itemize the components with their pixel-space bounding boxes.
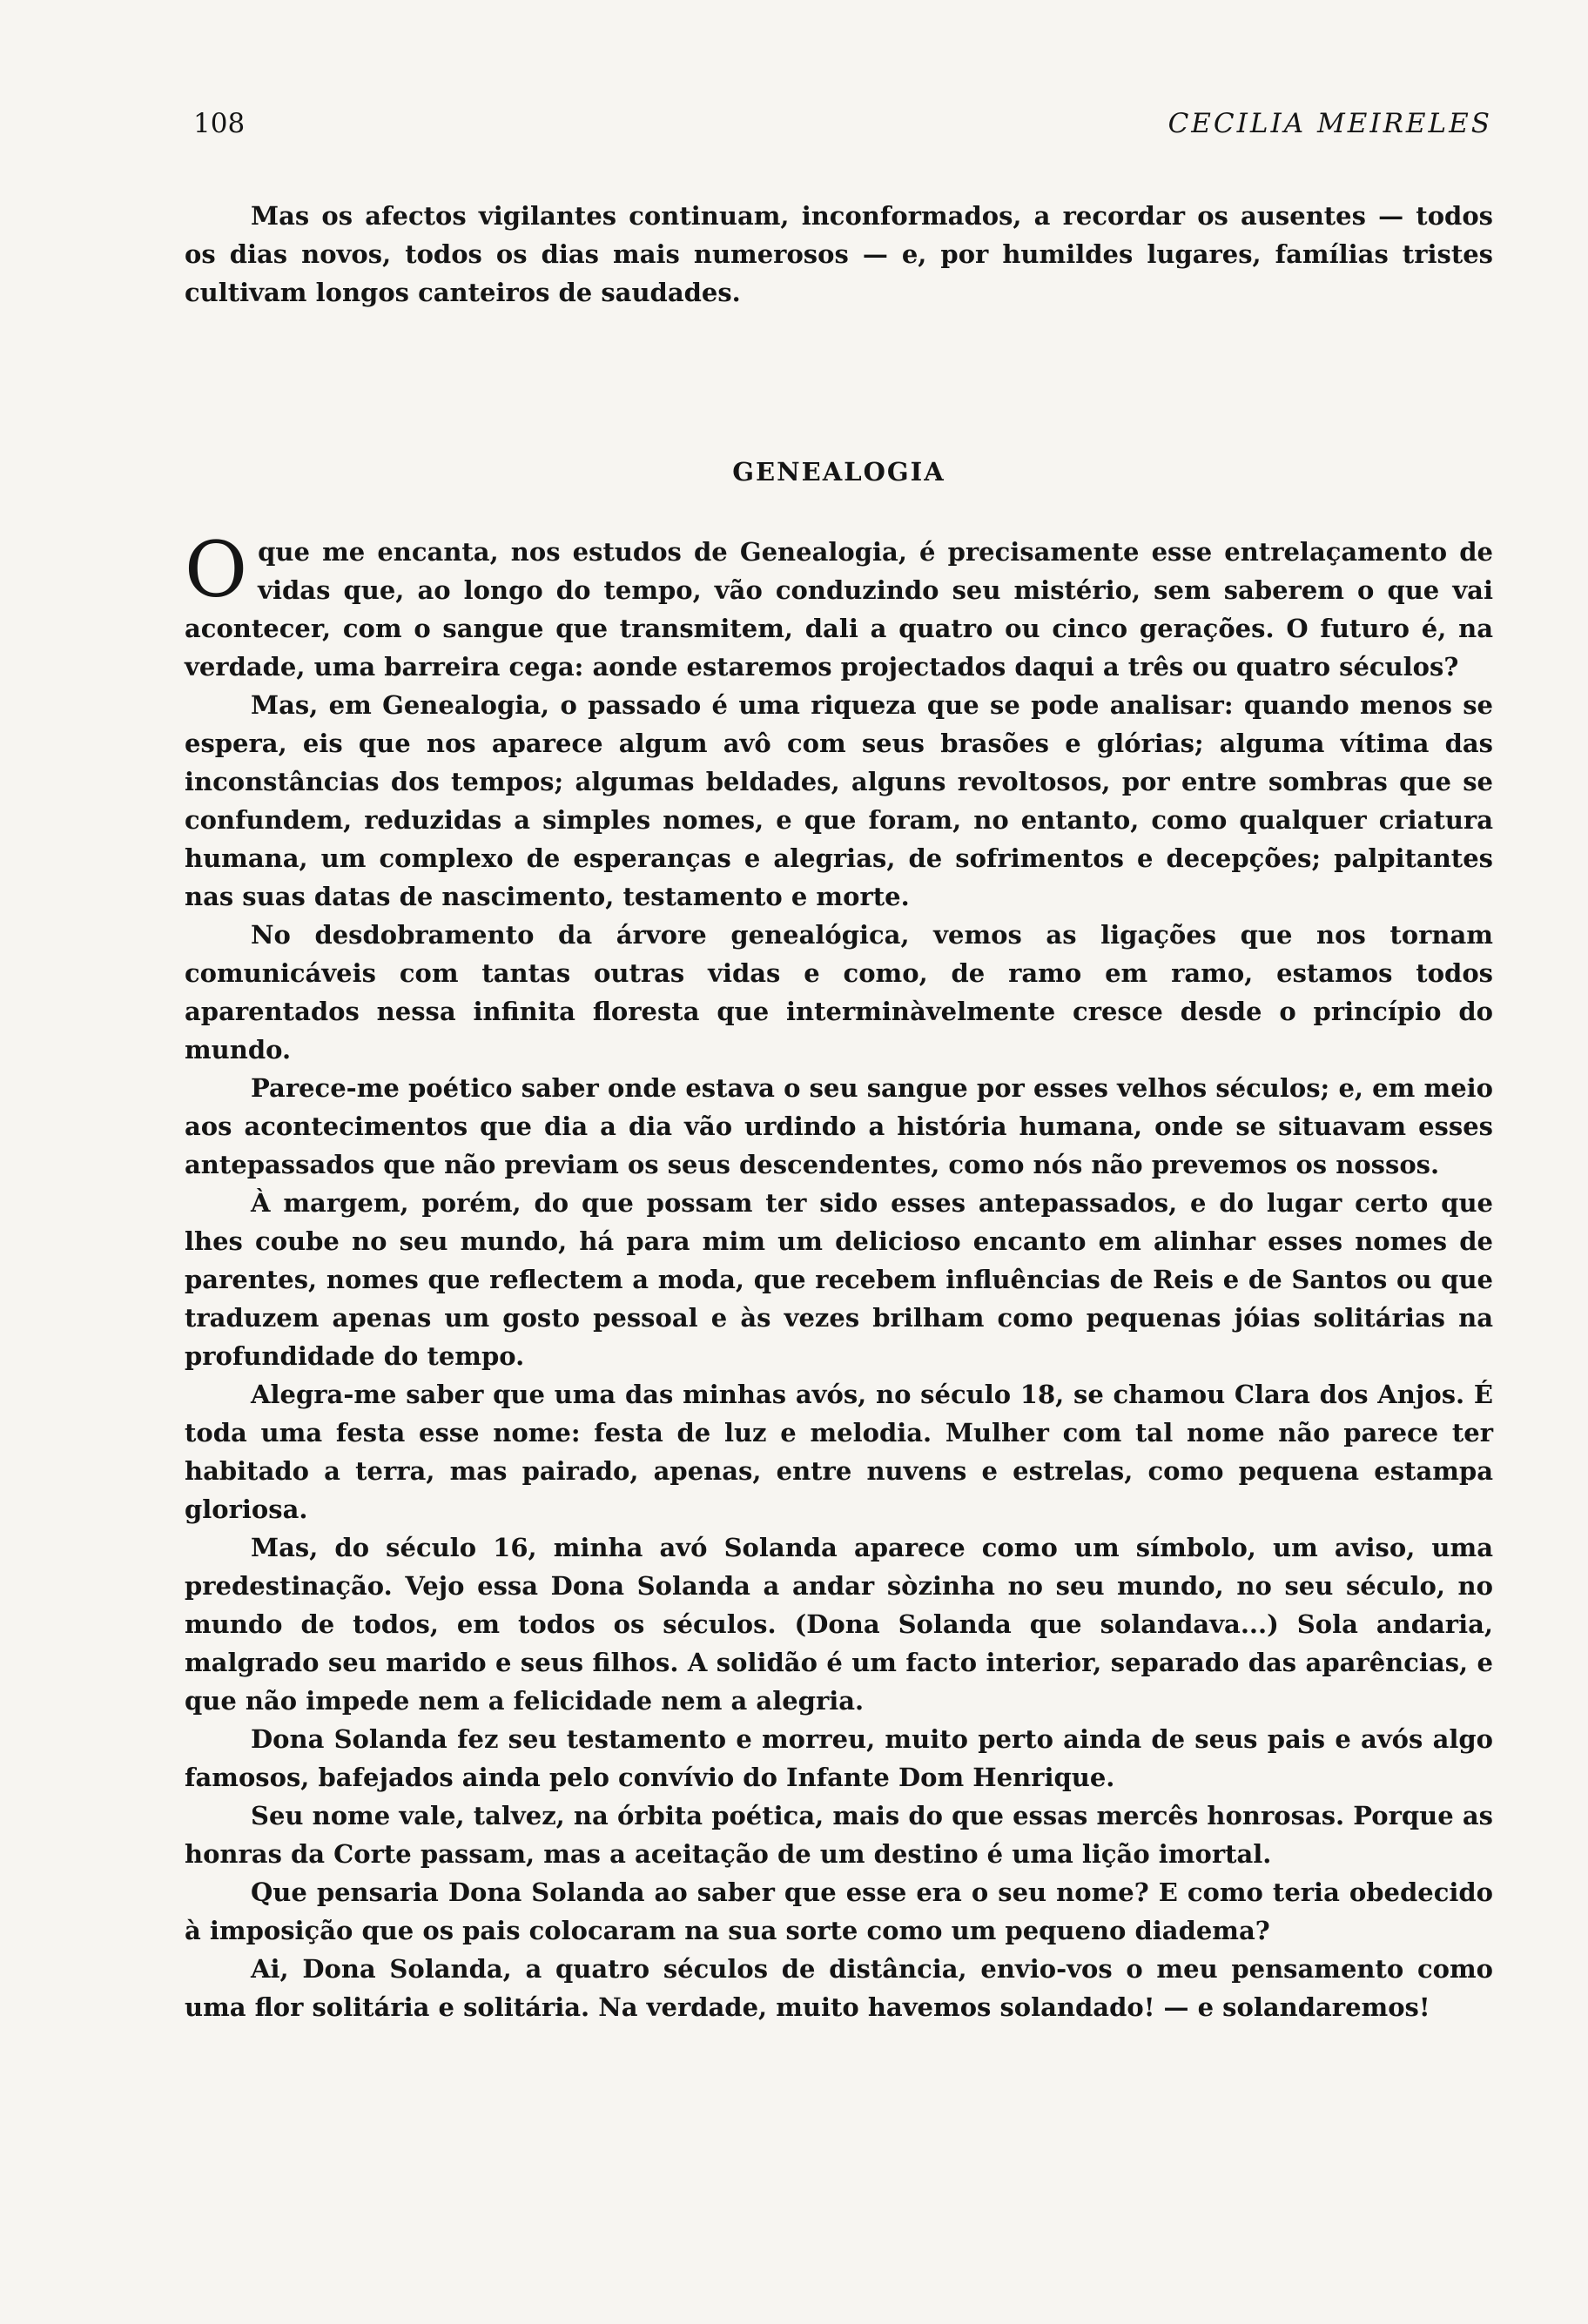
paragraph: Alegra-me saber que uma das minhas avós, no século 18, se chamou Clara dos Anjos. É toda uma festa esse nome: festa de luz e melodia. Mulher com tal nome não parece ter habitado a terra, mas pairado, apenas, entre nuvens e estrelas, como pequena estampa gloriosa. [185,1380,1493,1524]
paragraph: À margem, porém, do que possam ter sido esses antepassados, e do lugar certo que lhes coube no seu mundo, há para mim um delicioso encanto em alinhar esses nomes de parentes, nomes que reflectem a moda, que recebem influências de Reis e de Santos ou que traduzem apenas um gosto pessoal e às vezes brilham como pequenas jóias solitárias na profundidade do tempo. [185,1188,1493,1371]
page-number: 108 [193,108,246,139]
paragraph: Parece-me poético saber onde estava o seu sangue por esses velhos séculos; e, em meio aos acontecimentos que dia a dia vão urdindo a história humana, onde se situavam esses antepassados que não previam os seus descendentes, como nós não prevemos os nossos. [185,1073,1493,1179]
paragraph: Mas, em Genealogia, o passado é uma riqueza que se pode analisar: quando menos se espera, eis que nos aparece algum avô com seus brasões e glórias; alguma vítima das inconstâncias dos tempos; algumas beldades, alguns revoltosos, por entre sombras que se confundem, reduzidas a simples nomes, e que foram, no entanto, como qualquer criatura humana, um complexo de esperanças e alegrias, de sofrimentos e decepções; palpitantes nas suas datas de nascimento, testamento e morte. [185,690,1493,911]
paragraph: No desdobramento da árvore genealógica, vemos as ligações que nos tornam comunicáveis com tantas outras vidas e como, de ramo em ramo, estamos todos aparentados nessa infinita floresta que interminàvelmente cresce desde o princípio do mundo. [185,920,1493,1065]
paragraph: Mas, do século 16, minha avó Solanda aparece como um símbolo, um aviso, uma predestinação. Vejo essa Dona Solanda a andar sòzinha no seu mundo, no seu século, no mundo de todos, em todos os séculos. (Dona Solanda que solandava...) Sola andaria, malgrado seu marido e seus filhos. A solidão é um facto interior, separado das aparências, e que não impede nem a felicidade nem a alegria. [185,1533,1493,1716]
first-paragraph-text: que me encanta, nos estudos de Genealogia, é precisamente esse entrelaçamento de vidas que, ao longo do tempo, vão conduzindo seu mistério, sem saberem o que vai acontecer, com o sangue que transmitem, dali a quatro ou cinco gerações. O futuro é, na verdade, uma barreira cega: aonde estaremos projectados daqui a três ou quatro séculos? [185,537,1493,682]
paragraph: Dona Solanda fez seu testamento e morreu, muito perto ainda de seus pais e avós algo famosos, bafejados ainda pelo convívio do Infante Dom Henrique. [185,1724,1493,1792]
drop-cap: O [185,525,248,615]
intro-text-block [185,197,1493,312]
running-head [193,108,1492,143]
section-title: GENEALOGIA [732,457,945,487]
running-title: CECILIA MEIRELES [1167,108,1492,139]
paragraph: Seu nome vale, talvez, na órbita poética, mais do que essas mercês honrosas. Porque as honras da Corte passam, mas a aceitação de um destino é uma lição imortal. [185,1801,1493,1869]
paragraph: Ai, Dona Solanda, a quatro séculos de distância, envio-vos o meu pensamento como uma flor solitária e solitária. Na verdade, muito havemos solandado! — e solandaremos! [185,1954,1493,2022]
article-body [185,525,1493,2026]
intro-paragraph: Mas os afectos vigilantes continuam, inconformados, a recordar os ausentes — todos os dias novos, todos os dias mais numerosos — e, por humildes lugares, famílias tristes cultivam longos canteiros de saudades. [185,201,1493,307]
paragraph: Que pensaria Dona Solanda ao saber que esse era o seu nome? E como teria obedecido à imposição que os pais colocaram na sua sorte como um pequeno diadema? [185,1877,1493,1945]
first-paragraph [185,525,1493,686]
